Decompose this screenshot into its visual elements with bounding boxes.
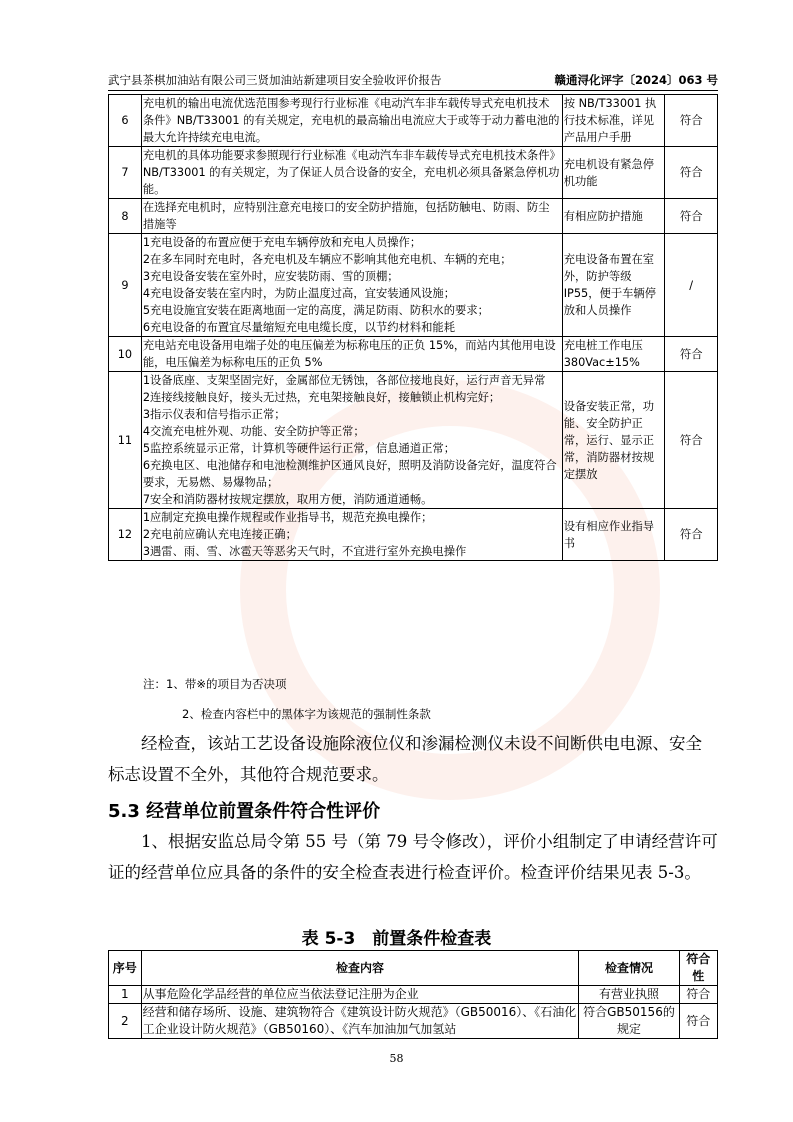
row-result: 符合 — [679, 986, 717, 1004]
page-header — [108, 70, 718, 90]
content-line: 3指示仪表和信号指示正常； — [142, 408, 286, 421]
content-line: 4交流充电桩外观、功能、安全防护等正常； — [142, 425, 365, 438]
checklist-table — [108, 94, 718, 561]
content-line: 2连接线接触良好，接头无过热，充电架接触良好，接触锁止机构完好； — [142, 391, 501, 404]
row-result: 符合 — [679, 1004, 717, 1039]
header-no: 序号 — [109, 951, 142, 986]
note-2: 2、检查内容栏中的黑体字为该规范的强制性条款 — [182, 707, 431, 721]
table-row — [109, 509, 718, 561]
precondition-table — [108, 950, 718, 1039]
content-line: 7安全和消防器材按规定摆放，取用方便，消防通道通畅。 — [142, 493, 433, 506]
row-number: 6 — [109, 95, 142, 147]
header-divider — [108, 90, 718, 91]
content-line: 充电站充电设备用电端子处的电压偏差为标称电压的正负 15%，而站内其他用电设能，电压偏差为标称电压的正负 5% — [142, 339, 556, 369]
content-line: 2充电前应确认充电连接正确； — [142, 528, 297, 541]
page-number: 58 — [389, 1052, 404, 1065]
row-result: 符合 — [665, 199, 718, 234]
content-line: 3遇雷、雨、雪、冰雹天等恶劣天气时，不宜进行室外充换电操作 — [142, 545, 467, 558]
row-check: 有相应防护措施 — [562, 199, 665, 234]
row-number: 2 — [109, 1004, 142, 1039]
content-line: 4充电设备安装在室内时，为防止温度过高，宜安装通风设施； — [142, 287, 456, 300]
table-row — [109, 1004, 718, 1039]
row-result: 符合 — [665, 509, 718, 561]
section-heading: 5.3 经营单位前置条件符合性评价 — [108, 801, 381, 822]
row-content — [141, 234, 562, 337]
content-line: 5充电设施宜安装在距离地面一定的高度，满足防雨、防积水的要求； — [142, 304, 489, 317]
header-report-title: 武宁县茶棋加油站有限公司三贤加油站新建项目安全验收评价报告 — [108, 73, 442, 87]
content-line: 充电机的具体功能要求参照现行行业标准《电动汽车非车载传导式充电机技术条件》NB/T33001 的有关规定，为了保证人员合设备的安全，充电机必须具备紧急停机功能。 — [142, 149, 560, 196]
row-content — [141, 147, 562, 199]
content-line: 1设备底座、支架坚固完好，金属部位无锈蚀，各部位接地良好，运行声音无异常 — [142, 374, 546, 387]
row-result: 符合 — [665, 337, 718, 372]
row-check: 设有相应作业指导书 — [562, 509, 665, 561]
row-check: 充电设备布置在室外，防护等级IP55，便于车辆停放和人员操作 — [562, 234, 665, 337]
row-content — [141, 337, 562, 372]
table-row — [109, 337, 718, 372]
table-row — [109, 234, 718, 337]
conclusion-paragraph: 经检查，该站工艺设备设施除液位仪和渗漏检测仪未设不间断供电电源、安全标志设置不全外，其他符合规范要求。 — [108, 734, 702, 784]
section-paragraph: 1、根据安监总局令第 55 号（第 79 号令修改），评价小组制定了申请经营许可证的经营单位应具备的条件的安全检查表进行检查评价。检查评价结果见表 5-3。 — [108, 832, 718, 882]
header-report-number: 赣通浔化评字〔2024〕063 号 — [554, 73, 718, 87]
row-number: 10 — [109, 337, 142, 372]
content-line: 充电机的输出电流优选范围参考现行行业标准《电动汽车非车载传导式充电机技术条件》NB/T33001 的有关规定，充电机的最高输出电流应大于或等于动力蓄电池的最大允许持续充电电流。 — [142, 97, 560, 144]
row-number: 11 — [109, 372, 142, 509]
header-check: 检查情况 — [579, 951, 679, 986]
row-number: 12 — [109, 509, 142, 561]
row-content — [141, 372, 562, 509]
row-check: 按 NB/T33001 执行技术标准，详见产品用户手册 — [562, 95, 665, 147]
row-number: 7 — [109, 147, 142, 199]
row-number: 9 — [109, 234, 142, 337]
header-result: 符合性 — [679, 951, 717, 986]
note-1: 注：1、带※的项目为否决项 — [143, 677, 287, 691]
content-line: 在选择充电机时，应特别注意充电接口的安全防护措施，包括防触电、防雨、防尘措施等 — [142, 201, 550, 231]
table-row — [109, 199, 718, 234]
header-content: 检查内容 — [141, 951, 579, 986]
row-number: 8 — [109, 199, 142, 234]
row-content: 经营和储存场所、设施、建筑物符合《建筑设计防火规范》（GB50016）、《石油化工企业设计防火规范》（GB50160）、《汽车加油加气加氢站 — [141, 1004, 579, 1039]
row-check: 充电机设有紧急停机功能 — [562, 147, 665, 199]
table-row — [109, 147, 718, 199]
content-line: 6充换电区、电池储存和电池检测维护区通风良好，照明及消防设备完好，温度符合要求，无易燃、易爆物品； — [142, 459, 557, 489]
table-caption: 表 5-3 前置条件检查表 — [301, 929, 492, 949]
row-result: 符合 — [665, 147, 718, 199]
content-line: 2在多车同时充电时，各充电机及车辆应不影响其他充电机、车辆的充电； — [142, 253, 512, 266]
row-content — [141, 199, 562, 234]
table-row — [109, 986, 718, 1004]
row-content: 从事危险化学品经营的单位应当依法登记注册为企业 — [141, 986, 579, 1004]
table-row — [109, 95, 718, 147]
content-line: 6充电设备的布置宜尽量缩短充电电缆长度，以节约材料和能耗 — [142, 321, 456, 334]
row-result: 符合 — [665, 95, 718, 147]
content-line: 1充电设备的布置应便于充电车辆停放和充电人员操作； — [142, 236, 422, 249]
content-line: 5监控系统显示正常，计算机等硬件运行正常，信息通道正常； — [142, 442, 456, 455]
row-check: 充电桩工作电压380Vac±15% — [562, 337, 665, 372]
row-check: 有营业执照 — [579, 986, 679, 1004]
row-content — [141, 95, 562, 147]
row-check: 设备安装正常，功能、安全防护正常，运行、显示正常，消防器材按规定摆放 — [562, 372, 665, 509]
row-check: 符合GB50156的规定 — [579, 1004, 679, 1039]
content-line: 1应制定充换电操作规程或作业指导书，规范充换电操作； — [142, 511, 433, 524]
row-content — [141, 509, 562, 561]
table-header-row — [109, 951, 718, 986]
row-result: 符合 — [665, 372, 718, 509]
content-line: 3充电设备安装在室外时，应安装防雨、雪的顶棚； — [142, 270, 399, 283]
row-result: / — [665, 234, 718, 337]
table-row — [109, 372, 718, 509]
row-number: 1 — [109, 986, 142, 1004]
